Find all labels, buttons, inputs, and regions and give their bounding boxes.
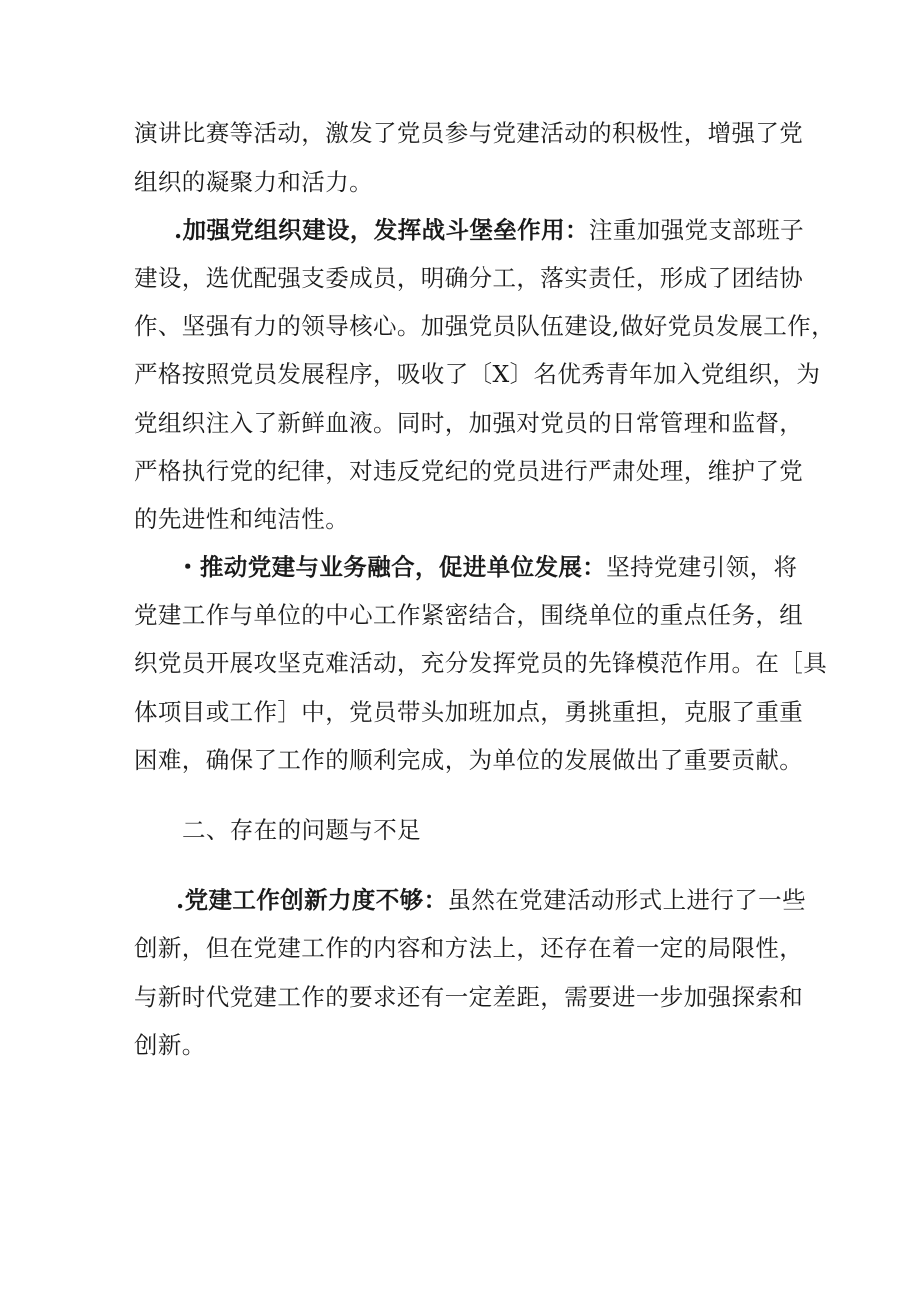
section-heading: 二、存在的问题与不足 [182,816,421,844]
paragraph-first-line [176,884,806,916]
body-text-line: 的先进性和纯洁性。 [134,505,350,533]
paragraph-first-line [174,214,804,246]
body-text: 虽然在党建活动形式上进行了一些 [447,886,806,914]
paragraph-first-line [176,551,797,583]
body-text: 注重加强党支部班子 [588,216,804,244]
body-text-line: 体项目或工作］中，党员带头加班加点，勇挑重担，克服了重重 [134,698,804,726]
body-text-line: 党建工作与单位的中心工作紧密结合，围绕单位的重点任务，组 [134,601,804,629]
item-heading: .党建工作创新力度不够： [176,886,448,914]
body-text-line: 织党员开展攻坚克难活动，充分发挥党员的先锋模范作用。在［具 [134,649,828,677]
item-heading: ・推动党建与业务融合，促进单位发展： [176,553,607,581]
body-text-line: 创新，但在党建工作的内容和方法上，还存在着一定的局限性， [134,934,804,962]
body-text-line: 党组织注入了新鲜血液。同时，加强对党员的日常管理和监督， [134,409,804,437]
body-text-line: 与新时代党建工作的要求还有一定差距，需要进一步加强探索和 [134,983,804,1011]
body-text: 坚持党建引领，将 [606,553,798,581]
body-text-line: 严格执行党的纪律，对违反党纪的党员进行严肃处理，维护了党 [134,457,804,485]
body-text-line: 创新。 [134,1031,206,1059]
body-text-line: 演讲比赛等活动，激发了党员参与党建活动的积极性，增强了党 [134,119,804,147]
body-text-line: 组织的凝聚力和活力。 [134,168,373,196]
body-text-line: 困难，确保了工作的顺利完成，为单位的发展做出了重要贡献。 [134,746,804,774]
body-text-line: 作、坚强有力的领导核心。加强党员队伍建设,做好党员发展工作， [134,312,835,340]
body-text-line: 严格按照党员发展程序，吸收了〔X〕名优秀青年加入党组织，为 [134,360,821,388]
body-text-line: 建设，选优配强支委成员，明确分工，落实责任，形成了团结协 [134,264,804,292]
item-heading: .加强党组织建设，发挥战斗堡垒作用： [174,216,589,244]
